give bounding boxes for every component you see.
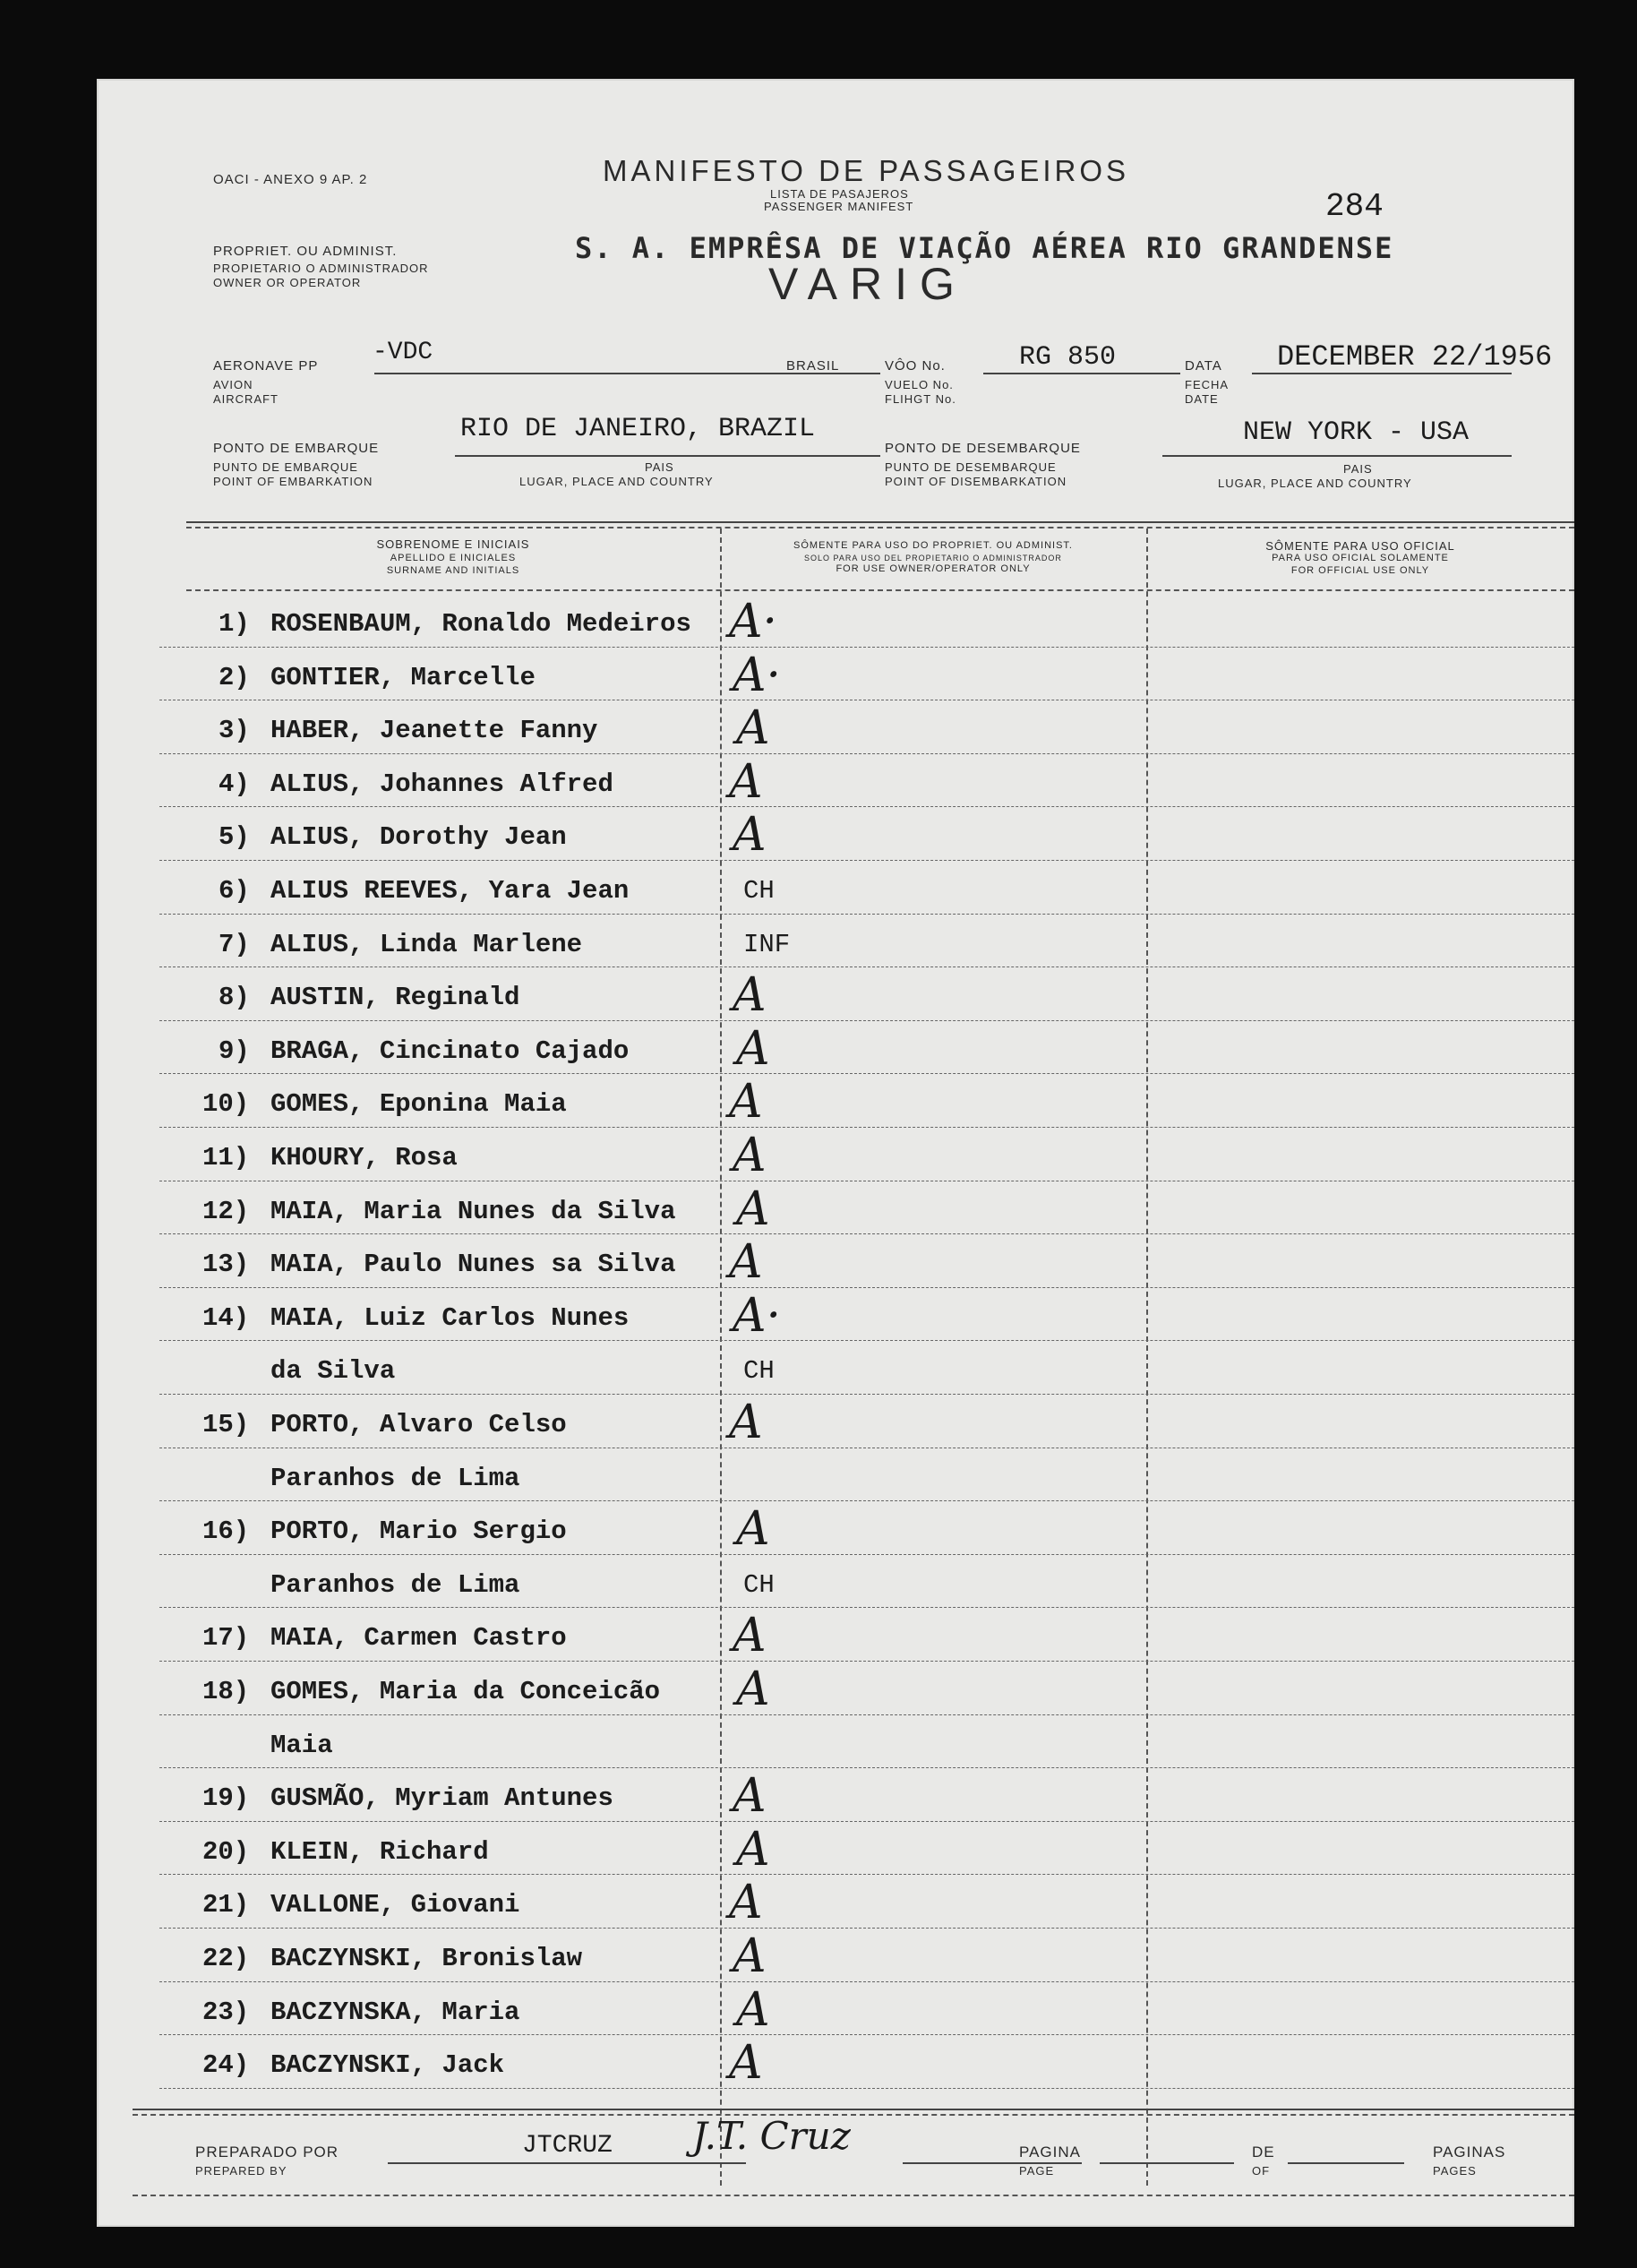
row-divider	[159, 860, 1574, 861]
date-value: DECEMBER 22/1956	[1277, 340, 1553, 374]
passenger-number: 14)	[202, 1302, 250, 1333]
country-label: BRASIL	[786, 358, 840, 374]
col-name-en: SURNAME AND INITIALS	[386, 565, 520, 576]
passenger-number: 22)	[202, 1944, 250, 1973]
of-label-en: OF	[1252, 2164, 1271, 2178]
col-owner-en: FOR USE OWNER/OPERATOR ONLY	[836, 563, 1031, 574]
disembark-sub-2: LUGAR, PLACE AND COUNTRY	[1218, 477, 1412, 490]
passenger-class-mark: A	[736, 701, 770, 756]
passenger-class-mark: A·	[733, 1288, 782, 1343]
passenger-number: 5)	[219, 822, 250, 853]
passenger-class-mark: A	[736, 1822, 770, 1877]
row-divider	[159, 1394, 1574, 1395]
passenger-class-mark: CH	[743, 1356, 775, 1387]
airline-name: S. A. EMPRÊSA DE VIAÇÃO AÉREA RIO GRANDENSE	[575, 231, 1394, 265]
page-label-en: PAGE	[1019, 2164, 1055, 2178]
subtitle-es: LISTA DE PASAJEROS	[770, 187, 909, 201]
passenger-name: GOMES, Eponina Maia	[270, 1089, 567, 1120]
row-divider	[159, 1287, 1574, 1288]
row-divider	[159, 1767, 1574, 1768]
col-official-es: PARA USO OFICIAL SOLAMENTE	[1272, 553, 1449, 563]
col-name-es: APELLIDO E INICIALES	[390, 553, 517, 563]
page-label-pt: PAGINA	[1019, 2143, 1081, 2161]
col-owner-pt: SÔMENTE PARA USO DO PROPRIET. OU ADMINIST.	[793, 540, 1073, 551]
row-divider	[159, 2034, 1574, 2035]
passenger-name: ROSENBAUM, Ronaldo Medeiros	[270, 609, 691, 639]
row-divider	[159, 1127, 1574, 1128]
passenger-name: KLEIN, Richard	[270, 1836, 489, 1867]
passenger-name: HABER, Jeanette Fanny	[270, 716, 598, 746]
passenger-name: ALIUS, Johannes Alfred	[270, 769, 613, 799]
passenger-number: 9)	[219, 1035, 250, 1066]
passenger-class-mark: A	[729, 1235, 763, 1290]
passenger-number: 8)	[219, 983, 250, 1013]
passenger-class-mark: A	[736, 1181, 770, 1236]
page-number: 284	[1325, 188, 1384, 225]
passenger-class-mark: A	[729, 1396, 763, 1449]
passenger-name: ALIUS, Dorothy Jean	[270, 822, 567, 853]
col-owner-es: SOLO PARA USO DEL PROPIETARIO O ADMINISTRADOR	[804, 554, 1062, 563]
row-divider	[159, 1928, 1574, 1929]
preparer-signature: J.T. Cruz	[692, 2114, 851, 2158]
owner-label-pt: PROPRIET. OU ADMINIST.	[213, 244, 398, 259]
row-divider	[159, 1340, 1574, 1341]
passenger-number: 23)	[202, 1997, 250, 2027]
passenger-name: MAIA, Carmen Castro	[270, 1623, 567, 1654]
flight-label-en: FLIHGT No.	[885, 392, 956, 406]
embark-sub-2: LUGAR, PLACE AND COUNTRY	[519, 475, 714, 488]
disembark-label-es: PUNTO DE DESEMBARQUE	[885, 460, 1057, 474]
row-divider	[159, 966, 1574, 967]
passenger-number: 2)	[219, 662, 250, 692]
passenger-name: VALLONE, Giovani	[270, 1890, 520, 1920]
passenger-number: 17)	[202, 1623, 250, 1654]
disembark-label-pt: PONTO DE DESEMBARQUE	[885, 441, 1081, 456]
date-label-en: DATE	[1185, 392, 1219, 406]
passenger-class-mark: A	[733, 1129, 767, 1182]
embark-label-en: POINT OF EMBARKATION	[213, 475, 373, 488]
passenger-name: BACZYNSKA, Maria	[270, 1997, 520, 2027]
embark-value: RIO DE JANEIRO, BRAZIL	[460, 414, 816, 444]
passenger-class-mark: A	[729, 754, 763, 809]
passenger-name: Paranhos de Lima	[270, 1463, 520, 1493]
passenger-class-mark: A	[729, 1876, 763, 1930]
passenger-name: KHOURY, Rosa	[270, 1143, 458, 1173]
passenger-number: 10)	[202, 1089, 250, 1120]
passenger-class-mark: A	[736, 1502, 770, 1557]
owner-label-en: OWNER OR OPERATOR	[213, 276, 362, 289]
passenger-name: MAIA, Paulo Nunes sa Silva	[270, 1250, 676, 1280]
passenger-class-mark: A	[736, 1662, 770, 1716]
passenger-name: GOMES, Maria da Conceicão	[270, 1677, 661, 1706]
passenger-name: BACZYNSKI, Bronislaw	[270, 1944, 583, 1973]
passenger-class-mark: A	[729, 2036, 763, 2091]
passenger-class-mark: CH	[743, 1569, 775, 1600]
passenger-name: PORTO, Mario Sergio	[270, 1516, 567, 1547]
row-divider	[159, 1073, 1574, 1074]
brand-logo: VARIG	[768, 259, 967, 309]
passenger-number: 15)	[202, 1410, 250, 1439]
row-divider	[159, 1661, 1574, 1662]
passenger-class-mark: CH	[743, 876, 775, 906]
passenger-number: 18)	[202, 1677, 250, 1706]
date-label-es: FECHA	[1185, 378, 1230, 391]
aircraft-value: -VDC	[373, 339, 433, 366]
passenger-name: Maia	[270, 1730, 333, 1760]
row-divider	[159, 1714, 1574, 1715]
passenger-class-mark: A	[733, 1609, 767, 1663]
aircraft-label-pt: AERONAVE PP	[213, 358, 319, 374]
aircraft-label-en: AIRCRAFT	[213, 392, 279, 406]
col-official-pt: SÔMENTE PARA USO OFICIAL	[1265, 539, 1455, 553]
passenger-number: 1)	[219, 609, 250, 639]
passenger-number: 12)	[202, 1196, 250, 1226]
pages-label-en: PAGES	[1433, 2164, 1477, 2178]
prepared-label-en: PREPARED BY	[195, 2164, 287, 2178]
passenger-class-mark: A	[736, 1021, 770, 1076]
passenger-class-mark: A·	[729, 595, 778, 649]
row-divider	[159, 914, 1574, 915]
pages-label-pt: PAGINAS	[1433, 2143, 1506, 2161]
row-divider	[159, 806, 1574, 807]
row-divider	[159, 1874, 1574, 1875]
disembark-value: NEW YORK - USA	[1243, 417, 1470, 448]
passenger-class-mark: A	[729, 1075, 763, 1130]
disembark-label-en: POINT OF DISEMBARKATION	[885, 475, 1067, 488]
passenger-name: AUSTIN, Reginald	[270, 983, 520, 1013]
passenger-class-mark: A	[733, 1929, 767, 1983]
row-divider	[159, 647, 1574, 648]
prepared-value: JTCRUZ	[522, 2132, 613, 2160]
col-official-en: FOR OFFICIAL USE ONLY	[1290, 565, 1430, 576]
passenger-name: da Silva	[270, 1356, 396, 1387]
row-divider	[159, 1500, 1574, 1501]
flight-value: RG 850	[1019, 342, 1117, 373]
date-label-pt: DATA	[1185, 358, 1222, 374]
flight-label-es: VUELO No.	[885, 378, 954, 391]
passenger-name: PORTO, Alvaro Celso	[270, 1410, 567, 1439]
passenger-name: BRAGA, Cincinato Cajado	[270, 1035, 630, 1066]
aircraft-label-es: AVION	[213, 378, 253, 391]
manifest-sheet	[97, 79, 1574, 2227]
passenger-name: Paranhos de Lima	[270, 1569, 520, 1600]
passenger-number: 16)	[202, 1516, 250, 1547]
embark-label-es: PUNTO DE EMBARQUE	[213, 460, 358, 474]
row-divider	[159, 753, 1574, 754]
row-divider	[159, 1020, 1574, 1021]
passenger-number: 19)	[202, 1783, 250, 1814]
passenger-class-mark: INF	[743, 929, 791, 959]
passenger-name: ALIUS, Linda Marlene	[270, 929, 583, 959]
owner-label-es: PROPIETARIO O ADMINISTRADOR	[213, 262, 429, 275]
passenger-number: 20)	[202, 1836, 250, 1867]
col-name-pt: SOBRENOME E INICIAIS	[376, 537, 530, 551]
manifest-title: MANIFESTO DE PASSAGEIROS	[603, 154, 1130, 187]
passenger-number: 4)	[219, 769, 250, 799]
passenger-number: 11)	[202, 1143, 250, 1173]
annex-label: OACI - ANEXO 9 AP. 2	[213, 172, 368, 187]
passenger-name: ALIUS REEVES, Yara Jean	[270, 876, 630, 906]
passenger-name: GUSMÃO, Myriam Antunes	[270, 1783, 613, 1814]
row-divider	[159, 2088, 1574, 2089]
embark-sub-1: PAIS	[645, 460, 674, 474]
disembark-sub-1: PAIS	[1343, 462, 1373, 476]
passenger-class-mark: A	[733, 1769, 767, 1824]
passenger-name: MAIA, Luiz Carlos Nunes	[270, 1302, 630, 1333]
row-divider	[159, 1821, 1574, 1822]
row-divider	[159, 1233, 1574, 1234]
passenger-class-mark: A	[733, 968, 767, 1023]
flight-label-pt: VÔO No.	[885, 358, 946, 374]
passenger-number: 6)	[219, 876, 250, 906]
passenger-number: 21)	[202, 1890, 250, 1920]
passenger-class-mark: A	[736, 1982, 770, 2037]
passenger-number: 24)	[202, 2050, 250, 2081]
passenger-class-mark: A	[733, 808, 767, 863]
subtitle-en: PASSENGER MANIFEST	[764, 200, 914, 213]
row-divider	[159, 1981, 1574, 1982]
passenger-name: BACZYNSKI, Jack	[270, 2050, 505, 2081]
passenger-number: 7)	[219, 929, 250, 959]
passenger-number: 3)	[219, 716, 250, 746]
row-divider	[159, 1607, 1574, 1608]
passenger-name: GONTIER, Marcelle	[270, 662, 536, 692]
prepared-label-pt: PREPARADO POR	[195, 2143, 339, 2161]
row-divider	[159, 1554, 1574, 1555]
passenger-number: 13)	[202, 1250, 250, 1280]
passenger-name: MAIA, Maria Nunes da Silva	[270, 1196, 676, 1226]
embark-label-pt: PONTO DE EMBARQUE	[213, 441, 380, 456]
passenger-class-mark: A·	[733, 648, 782, 702]
of-label-pt: DE	[1252, 2143, 1275, 2161]
